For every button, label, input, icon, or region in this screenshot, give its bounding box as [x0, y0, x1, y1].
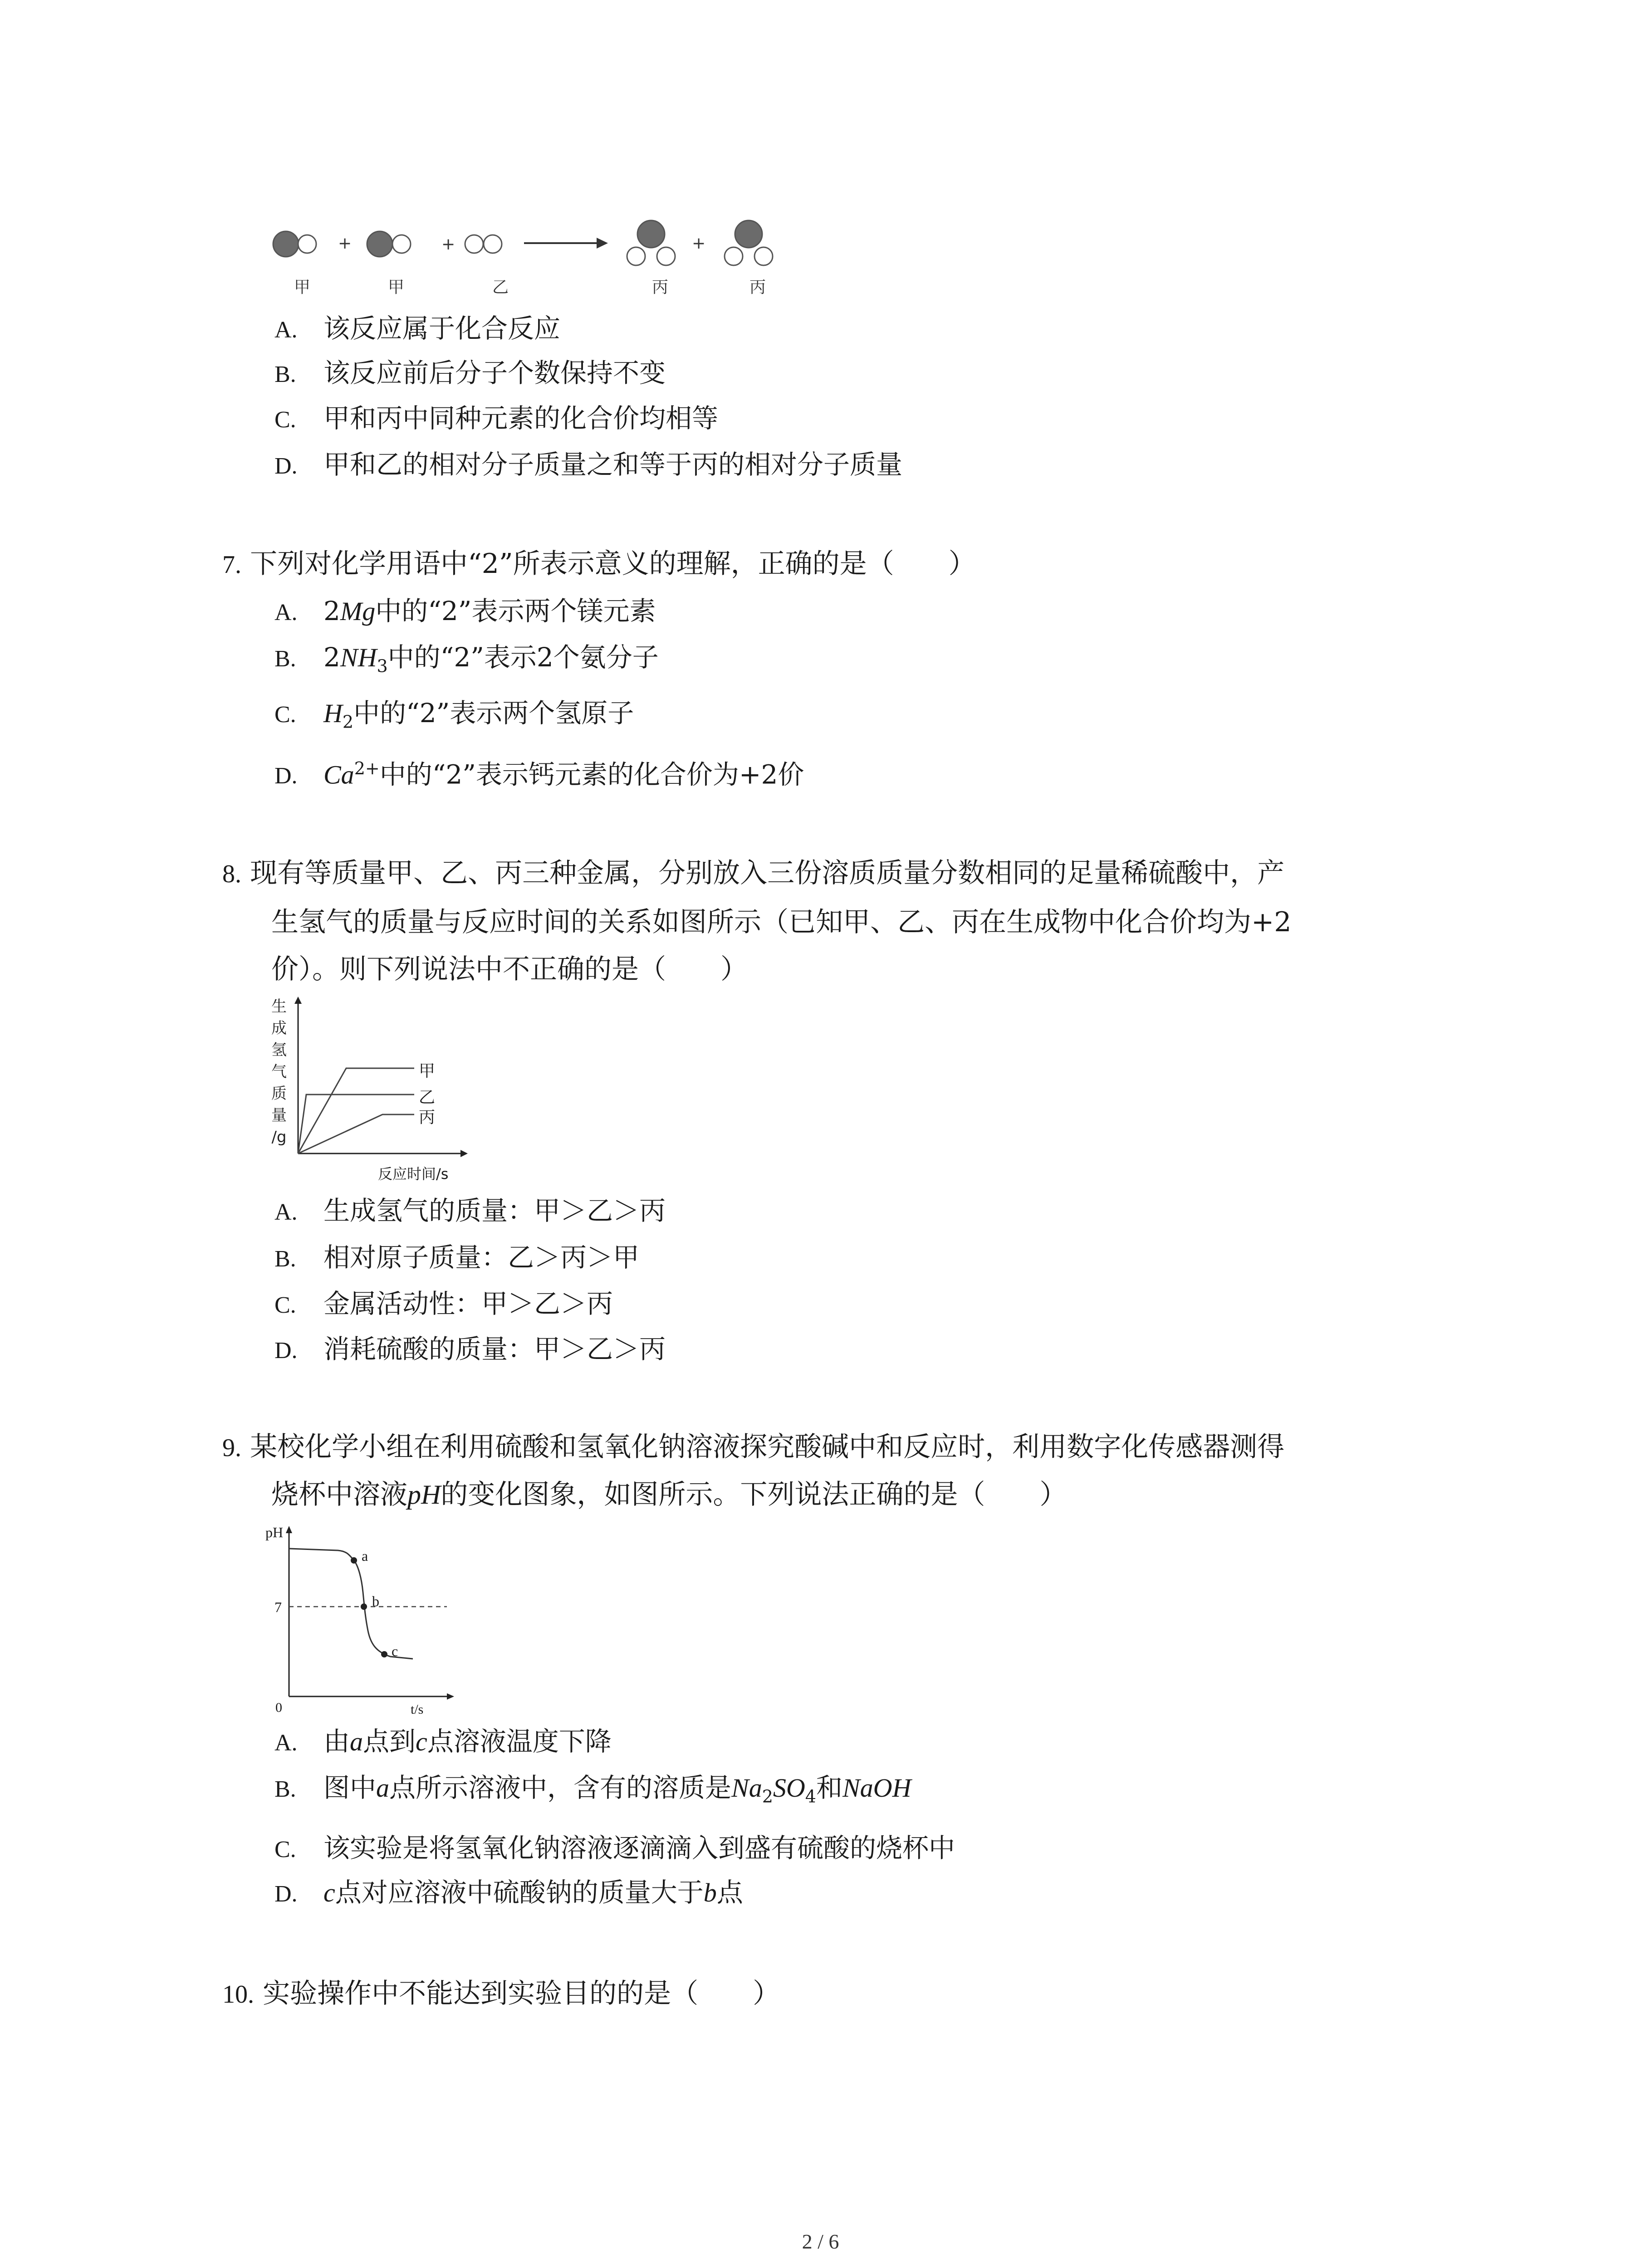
q7-stem: [222, 548, 976, 580]
q7-option-c[interactable]: [274, 700, 634, 731]
option-label: D.: [274, 1881, 298, 1907]
chart-q9-label-c: c: [392, 1643, 398, 1659]
ylabel-char: 氢: [271, 1041, 287, 1059]
ylabel-char: 质: [271, 1085, 287, 1103]
formula-subscript: 3: [377, 656, 388, 676]
formula: NH: [340, 643, 377, 672]
question-number: 7.: [222, 551, 241, 579]
q6-option-a[interactable]: [274, 315, 560, 342]
option-label: D.: [274, 763, 298, 789]
option-text: 中的“2”表示两个镁元素: [375, 596, 656, 626]
option-label: B.: [274, 1776, 296, 1802]
option-text: 该反应属于化合反应: [323, 313, 561, 344]
q6-option-d[interactable]: [274, 451, 902, 478]
q9-stem-line-1: [222, 1433, 1284, 1461]
label-yi: 乙: [492, 278, 509, 297]
q6-option-b[interactable]: [274, 357, 666, 388]
option-variable: a: [376, 1773, 390, 1803]
option-label: C.: [274, 407, 296, 433]
legend-jia: 甲: [419, 1062, 436, 1080]
formula-subscript: 2: [342, 712, 354, 732]
ylabel-char: 量: [271, 1106, 287, 1124]
x-axis-arrow: [460, 1150, 468, 1157]
series-line-bing: [298, 1114, 414, 1154]
option-text: 点溶液温度下降: [427, 1726, 612, 1757]
option-text: 点到: [363, 1726, 416, 1757]
page-number: 2 / 6: [802, 2230, 839, 2253]
chart-q8-xlabel: 反应时间/s: [378, 1165, 449, 1183]
option-label: A.: [274, 317, 298, 343]
q8-option-c[interactable]: [274, 1290, 613, 1317]
ylabel-char: 成: [271, 1019, 287, 1037]
chart-q9-ytick-7: 7: [274, 1599, 282, 1615]
stem-text: 烧杯中溶液: [271, 1479, 407, 1510]
option-text: 由: [323, 1726, 350, 1757]
stem-text: 的变化图象，如图所示。下列说法正确的是（ ）: [441, 1479, 1067, 1510]
formula: NaOH: [843, 1773, 911, 1803]
option-text: 生成氢气的质量：甲＞乙＞丙: [323, 1195, 666, 1226]
option-text: 消耗硫酸的质量：甲＞乙＞丙: [323, 1334, 666, 1364]
question-number: 10.: [222, 1980, 254, 2009]
option-label: C.: [274, 1292, 296, 1318]
q8-option-b[interactable]: [274, 1244, 639, 1271]
plus-sign-2: +: [441, 235, 456, 254]
option-variable: a: [350, 1727, 363, 1756]
chart-q9-label-a: a: [362, 1548, 368, 1564]
q6-option-c[interactable]: [274, 405, 718, 432]
point-c: [381, 1651, 387, 1657]
point-a: [351, 1557, 357, 1564]
option-text: 点对应溶液中硫酸钠的质量大于: [335, 1877, 704, 1908]
option-variable: c: [323, 1878, 335, 1907]
option-label: A.: [274, 1730, 298, 1756]
option-text: 该实验是将氢氧化钠溶液逐滴滴入到盛有硫酸的烧杯中: [323, 1833, 955, 1863]
question-text: 下列对化学用语中“2”所表示意义的理解，正确的是（ ）: [250, 548, 976, 580]
chart-q9-label-b: b: [372, 1593, 379, 1609]
label-bing-2: 丙: [749, 278, 766, 297]
question-number: 8.: [222, 860, 241, 888]
stem-variable: pH: [407, 1480, 441, 1510]
option-label: B.: [274, 362, 296, 387]
series-line-yi: [298, 1095, 414, 1154]
y-axis-arrow: [286, 1526, 292, 1533]
option-text: 甲和乙的相对分子质量之和等于丙的相对分子质量: [323, 449, 903, 480]
molecule-bing-1: [627, 220, 675, 265]
q8-stem-line-1: [222, 857, 1285, 889]
y-axis-arrow: [294, 997, 302, 1004]
q9-option-d[interactable]: [274, 1879, 743, 1906]
reaction-diagram: [263, 213, 808, 304]
option-label: C.: [274, 702, 296, 728]
legend-bing: 丙: [419, 1108, 436, 1127]
formula: H: [323, 699, 343, 728]
x-axis-arrow: [447, 1693, 454, 1700]
option-label: A.: [274, 600, 298, 626]
ph-curve: [289, 1549, 413, 1659]
option-text: 图中: [323, 1772, 377, 1803]
question-text: 现有等质量甲、乙、丙三种金属，分别放入三份溶质质量分数相同的足量稀硫酸中，产: [250, 857, 1285, 889]
q9-option-a[interactable]: [274, 1728, 612, 1755]
series-line-jia: [298, 1068, 414, 1154]
formula-subscript: 4: [805, 1786, 816, 1807]
option-text: 相对原子质量：乙＞丙＞甲: [323, 1242, 640, 1273]
option-text: 点所示溶液中，含有的溶质是: [389, 1772, 732, 1803]
q7-option-b[interactable]: [274, 644, 659, 675]
q8-option-a[interactable]: [274, 1195, 666, 1226]
ylabel-char: 气: [271, 1063, 287, 1081]
option-text: 中的“2”表示2个氨分子: [387, 642, 659, 673]
q9-option-b[interactable]: [274, 1774, 911, 1805]
q8-stem-line-3: 价）。则下列说法中不正确的是（ ）: [271, 953, 748, 985]
option-label: C.: [274, 1837, 296, 1862]
label-bing-1: 丙: [652, 278, 669, 297]
formula: Mg: [340, 596, 376, 626]
formula: Ca: [323, 760, 354, 790]
option-label: D.: [274, 1338, 298, 1364]
point-b: [361, 1603, 367, 1610]
label-jia-2: 甲: [388, 278, 405, 297]
option-text: 中的“2”表示两个氢原子: [353, 698, 634, 728]
chart-q9-ylabel: pH: [265, 1524, 284, 1540]
q7-option-a[interactable]: [274, 598, 656, 625]
chart-q9-origin: 0: [275, 1700, 282, 1715]
q7-option-d[interactable]: [274, 760, 804, 788]
option-text: 和: [816, 1772, 843, 1803]
plus-sign-1: +: [338, 234, 352, 253]
formula-superscript: 2+: [354, 758, 380, 778]
ylabel-char: 生: [271, 997, 287, 1016]
option-text: 甲和丙中同种元素的化合价均相等: [323, 403, 719, 434]
chart-q8: [265, 996, 479, 1195]
chart-q9-xlabel: t/s: [411, 1702, 424, 1717]
molecule-jia-1: [273, 231, 316, 257]
option-text: 该反应前后分子个数保持不变: [323, 357, 666, 388]
label-jia-1: 甲: [294, 278, 311, 297]
formula-coefficient: 2: [323, 596, 340, 626]
q8-option-d[interactable]: [274, 1336, 666, 1363]
molecule-bing-2: [725, 220, 773, 265]
option-variable: b: [703, 1878, 717, 1907]
question-text: 实验操作中不能达到实验目的的是（ ）: [263, 1978, 780, 2009]
q9-option-c[interactable]: [274, 1835, 955, 1862]
molecule-jia-2: [367, 231, 411, 257]
reaction-arrow: [524, 238, 608, 249]
question-number: 9.: [222, 1434, 241, 1462]
option-text: 中的“2”表示钙元素的化合价为+2价: [379, 759, 804, 790]
ylabel-char: /g: [271, 1128, 287, 1146]
question-text: 某校化学小组在利用硫酸和氢氧化钠溶液探究酸碱中和反应时，利用数字化传感器测得: [250, 1431, 1285, 1463]
formula-coefficient: 2: [323, 642, 340, 673]
q8-stem-line-2: 生氢气的质量与反应时间的关系如图所示（已知甲、乙、丙在生成物中化合价均为+2: [271, 906, 1292, 938]
option-label: B.: [274, 1246, 296, 1272]
formula: SO: [773, 1773, 805, 1803]
option-text: 点: [716, 1877, 743, 1908]
molecule-yi: [465, 235, 502, 253]
option-variable: c: [416, 1727, 427, 1756]
formula: Na: [731, 1773, 762, 1803]
formula-subscript: 2: [762, 1786, 773, 1807]
q10-stem: [222, 1980, 780, 2007]
plus-sign-3: +: [692, 234, 706, 253]
option-label: A.: [274, 1199, 298, 1225]
option-text: 金属活动性：甲＞乙＞丙: [323, 1288, 613, 1319]
q9-stem-line-2: [271, 1481, 1067, 1508]
legend-yi: 乙: [419, 1088, 436, 1107]
option-label: B.: [274, 646, 296, 672]
option-label: D.: [274, 453, 298, 479]
chart-q9: [265, 1524, 465, 1719]
